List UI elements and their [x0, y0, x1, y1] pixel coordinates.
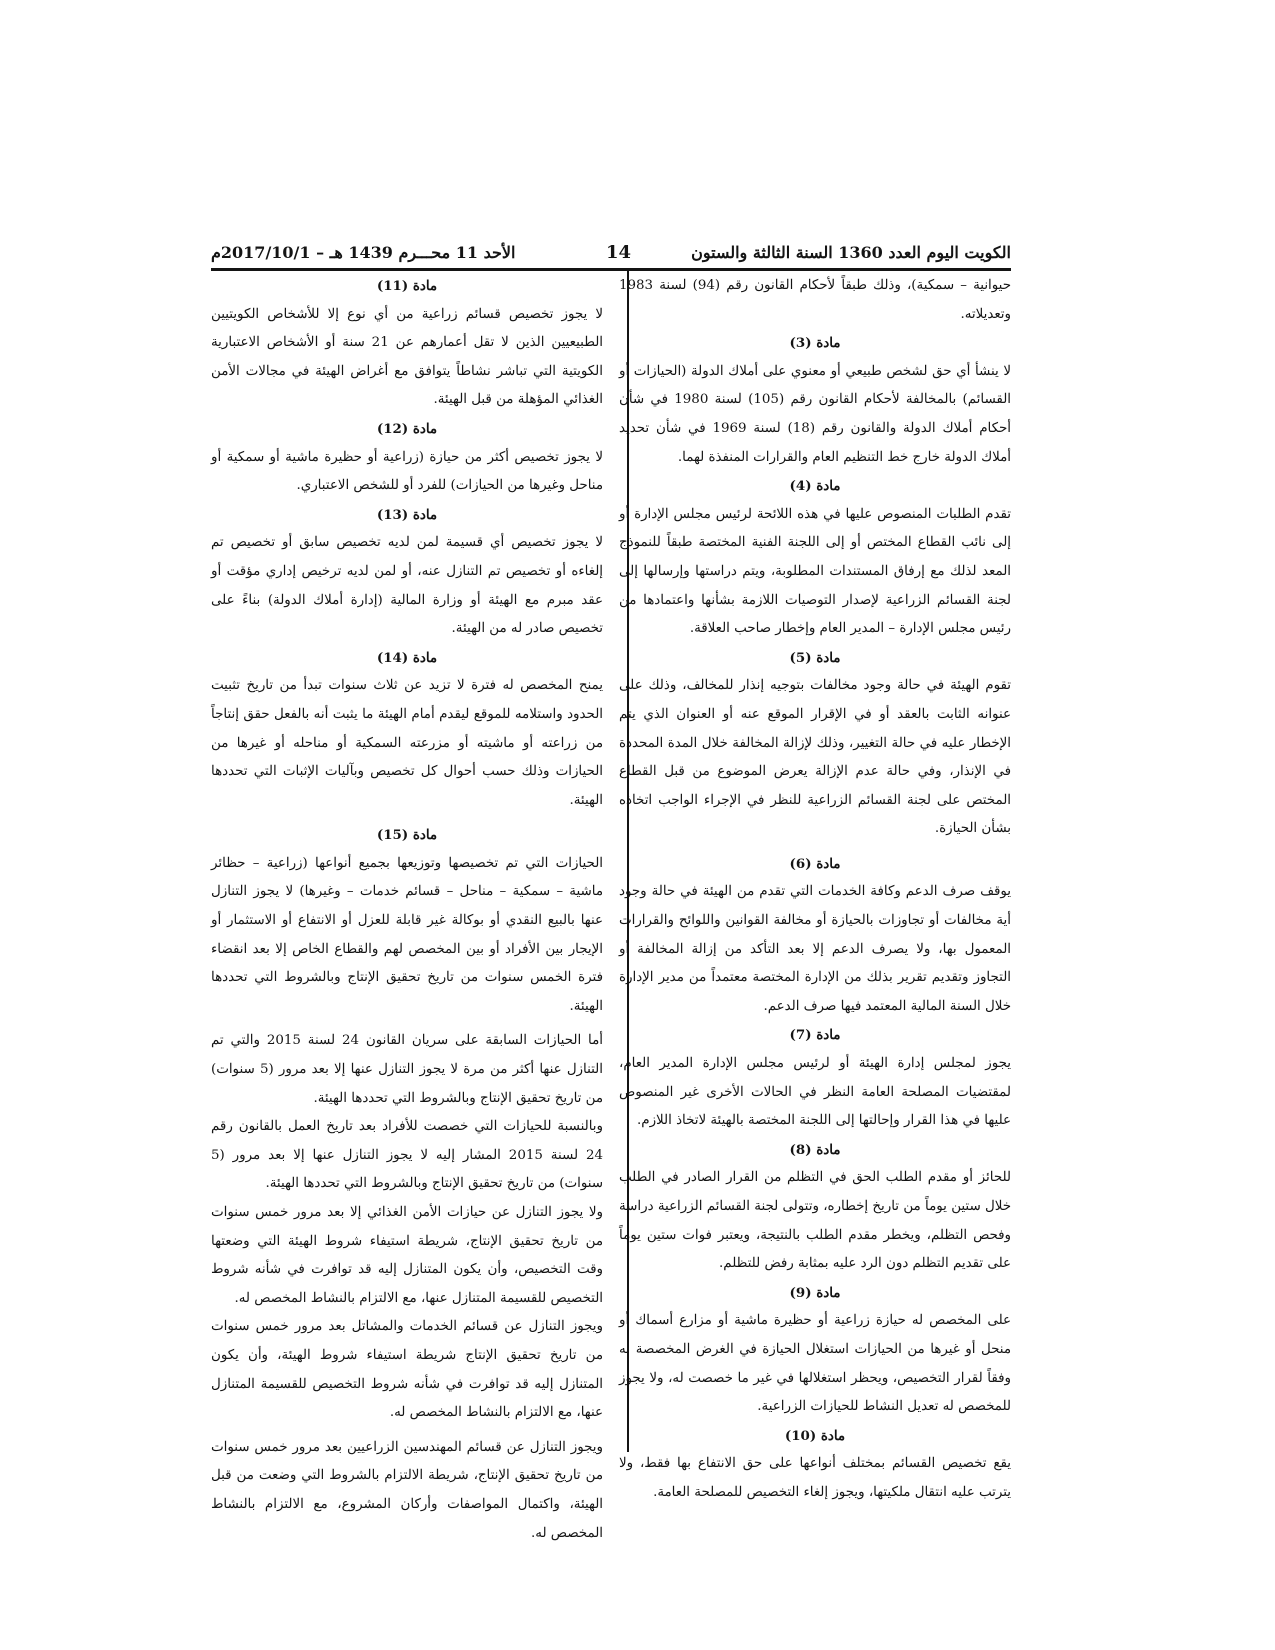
article-heading: مادة (6) [789, 855, 841, 872]
article-heading: مادة (15) [376, 827, 438, 844]
paragraph: تقدم الطلبات المنصوص عليها في هذه اللائحة لرئيس مجلس الإدارة أو إلى نائب القطاع المختص أو إلى اللجنة الفنية المختصة طبقاً للنموذج المعد لذلك مع إرفاق المستندات المطلوبة، ويتم دراستها وإرسالها إلى لجنة القسائم الزراعية لإصدار التوصيات اللازمة بشأنها واعتمادها من رئيس مجلس الإدارة – المدير العام وإخطار صاحب العلاقة. [619, 506, 1011, 637]
paragraph: تقوم الهيئة في حالة وجود مخالفات بتوجيه إنذار للمخالف، وذلك على عنوانه الثابت بالعقد أو في الإقرار الموقع عنه أو العنوان الذي يتم الإخطار عليه في حالة التغيير، وذلك لإزالة المخالفة خلال المدة المحددة في الإنذار، وفي حالة عدم الإزالة يعرض الموضوع من قبل القطاع المختص على لجنة القسائم الزراعية للنظر في الإجراء الواجب اتخاذه بشأن الحيازة. [619, 678, 1011, 837]
paragraph: على المخصص له حيازة زراعية أو حظيرة ماشية أو مزارع أسماك أو منحل أو غيرها من الحيازات استغلال الحيازة في الغرض المخصصة له وفقاً لقرار التخصيص، ويحظر استغلالها في غير ما خصصت له، ولا يجوز للمخصص له تعديل النشاط للحيازات الزراعية. [619, 1313, 1011, 1415]
paragraph: لا يجوز تخصيص أي قسيمة لمن لديه تخصيص سابق أو تخصيص تم إلغاءه أو تخصيص تم التنازل عنه، أو لمن لديه ترخيص إداري مؤقت أو عقد مبرم مع الهيئة أو وزارة المالية (إدارة أملاك الدولة) بناءً على تخصيص صادر له من الهيئة. [211, 535, 603, 637]
paragraph: أما الحيازات السابقة على سريان القانون 24 لسنة 2015 والتي تم التنازل عنها أكثر من مرة لا يجوز التنازل عنها إلا بعد مرور (5 سنوات) من تاريخ تحقيق الإنتاج وبالشروط التي تحددها الهيئة. [211, 1033, 604, 1106]
article-heading: مادة (13) [376, 506, 438, 523]
right-column [619, 272, 1011, 1508]
left-column [211, 272, 603, 1548]
paragraph: يوقف صرف الدعم وكافة الخدمات التي تقدم من الهيئة في حالة وجود أية مخالفات أو تجاوزات بالحيازة أو مخالفة القوانين واللوائح والقرارات المعمول بها، ولا يصرف الدعم إلا بعد التأكد من إزالة المخالفة أو التجاوز وتقديم تقرير بذلك من الإدارة المختصة معتمداً من مدير الإدارة خلال السنة المالية المعتمد فيها صرف الدعم. [619, 884, 1011, 1014]
paragraph: يقع تخصيص القسائم بمختلف أنواعها على حق الانتفاع بها فقط، ولا يترتب عليه انتقال ملكيتها، ويجوز إلغاء التخصيص للمصلحة العامة. [619, 1456, 1011, 1500]
paragraph: حيوانية – سمكية)، وذلك طبقاً لأحكام القانون رقم (94) لسنة 1983 وتعديلاته. [619, 278, 1012, 322]
article-heading: مادة (11) [376, 278, 438, 294]
article-heading: مادة (10) [784, 1427, 846, 1444]
paragraph: الحيازات التي تم تخصيصها وتوزيعها بجميع أنواعها (زراعية – حظائر ماشية – سمكية – مناحل – قسائم خدمات – وغيرها) لا يجوز التنازل عنها بالبيع النقدي أو بوكالة غير قابلة للعزل أو الانتفاع أو الاستثمار أو الإيجار بين الأفراد أو بين المخصص لهم والقطاع الخاص إلا بعد انقضاء فترة الخمس سنوات من تاريخ تحقيق الإنتاج وبالشروط التي تحددها الهيئة. [211, 855, 603, 1014]
article-heading: مادة (12) [376, 420, 438, 437]
paragraph: ويجوز التنازل عن قسائم المهندسين الزراعيين بعد مرور خمس سنوات من تاريخ تحقيق الإنتاج، شريطة الالتزام بالشروط التي وضعت من قبل الهيئة، واكتمال المواصفات وأركان المشروع، مع الالتزام بالنشاط المخصص له. [211, 1439, 603, 1541]
article-heading: مادة (14) [376, 649, 438, 666]
issue-date: الأحد 11 محـــرم 1439 هـ – 2017/10/1م [211, 243, 516, 262]
paragraph: لا يجوز تخصيص أكثر من حيازة (زراعية أو حظيرة ماشية أو سمكية أو مناحل وغيرها من الحيازات) للفرد أو للشخص الاعتباري. [211, 449, 603, 494]
paragraph: ويجوز التنازل عن قسائم الخدمات والمشاتل بعد مرور خمس سنوات من تاريخ تحقيق الإنتاج شريطة استيفاء شروط الهيئة، وأن يكون المتنازل إليه قد توافرت في شأنه شروط التخصيص للقسيمة المتنازل عنها، مع الالتزام بالنشاط المخصص له. [211, 1319, 603, 1421]
paragraph: وبالنسبة للحيازات التي خصصت للأفراد بعد تاريخ العمل بالقانون رقم 24 لسنة 2015 المشار إليه لا يجوز التنازل عنها إلا بعد مرور (5 سنوات) من تاريخ تحقيق الإنتاج وبالشروط التي تحددها الهيئة. [211, 1119, 603, 1192]
paragraph: للحائز أو مقدم الطلب الحق في التظلم من القرار الصادر في الطلب خلال ستين يوماً من تاريخ إخطاره، وتتولى لجنة القسائم الزراعية دراسة وفحص التظلم، ويخطر مقدم الطلب بالنتيجة، ويعتبر فوات ستين يوماً على تقديم التظلم دون الرد عليه بمثابة رفض للتظلم. [619, 1170, 1011, 1272]
article-heading: مادة (8) [789, 1141, 841, 1158]
paragraph: يجوز لمجلس إدارة الهيئة أو لرئيس مجلس الإدارة المدير العام، لمقتضيات المصلحة العامة النظر في الحالات الأخرى غير المنصوص عليها في هذا القرار وإحالتها إلى اللجنة المختصة بالهيئة لاتخاذ اللازم. [619, 1056, 1011, 1129]
article-heading: مادة (7) [789, 1027, 841, 1044]
page-number: 14 [606, 242, 632, 263]
article-heading: مادة (5) [789, 649, 841, 666]
paragraph: لا يجوز تخصيص قسائم زراعية من أي نوع إلا للأشخاص الكويتيين الطبيعيين الذين لا تقل أعمارهم عن 21 سنة أو الأشخاص الاعتبارية الكويتية التي تباشر نشاطاً يتوافق مع أغراض الهيئة في مجالات الأمن الغذائي المؤهلة من قبل الهيئة. [211, 306, 603, 408]
publication-title: الكويت اليوم العدد 1360 السنة الثالثة والستون [691, 243, 1011, 262]
article-heading: مادة (3) [789, 335, 841, 352]
paragraph: يمنح المخصص له فترة لا تزيد عن ثلاث سنوات تبدأ من تاريخ تثبيت الحدود واستلامه للموقع ليقدم أمام الهيئة ما يثبت أنه بالفعل حقق إنتاجاً من زراعته أو ماشيته أو مزرعته السمكية أو مناحله أو غيرها من الحيازات وذلك حسب أحوال كل تخصيص وبآليات الإثبات التي تحددها الهيئة. [211, 678, 603, 808]
paragraph: ولا يجوز التنازل عن حيازات الأمن الغذائي إلا بعد مرور خمس سنوات من تاريخ تحقيق الإنتاج، شريطة استيفاء شروط الهيئة التي وضعتها وقت التخصيص، وأن يكون المتنازل إليه قد توافرت في شأنه شروط التخصيص للقسيمة المتنازل عنها، مع الالتزام بالنشاط المخصص له. [211, 1205, 603, 1306]
article-heading: مادة (4) [789, 478, 841, 495]
paragraph: لا ينشأ أي حق لشخص طبيعي أو معنوي على أملاك الدولة (الحيازات أو القسائم) بالمخالفة لأحكام القانون رقم (105) لسنة 1980 في شأن أحكام أملاك الدولة والقانون رقم (18) لسنة 1969 في شأن تحديد أملاك الدولة خارج خط التنظيم العام والقرارات المنفذة لهما. [619, 363, 1012, 465]
article-heading: مادة (9) [789, 1284, 841, 1301]
page-header [211, 241, 1011, 265]
header-rule [211, 268, 1011, 271]
